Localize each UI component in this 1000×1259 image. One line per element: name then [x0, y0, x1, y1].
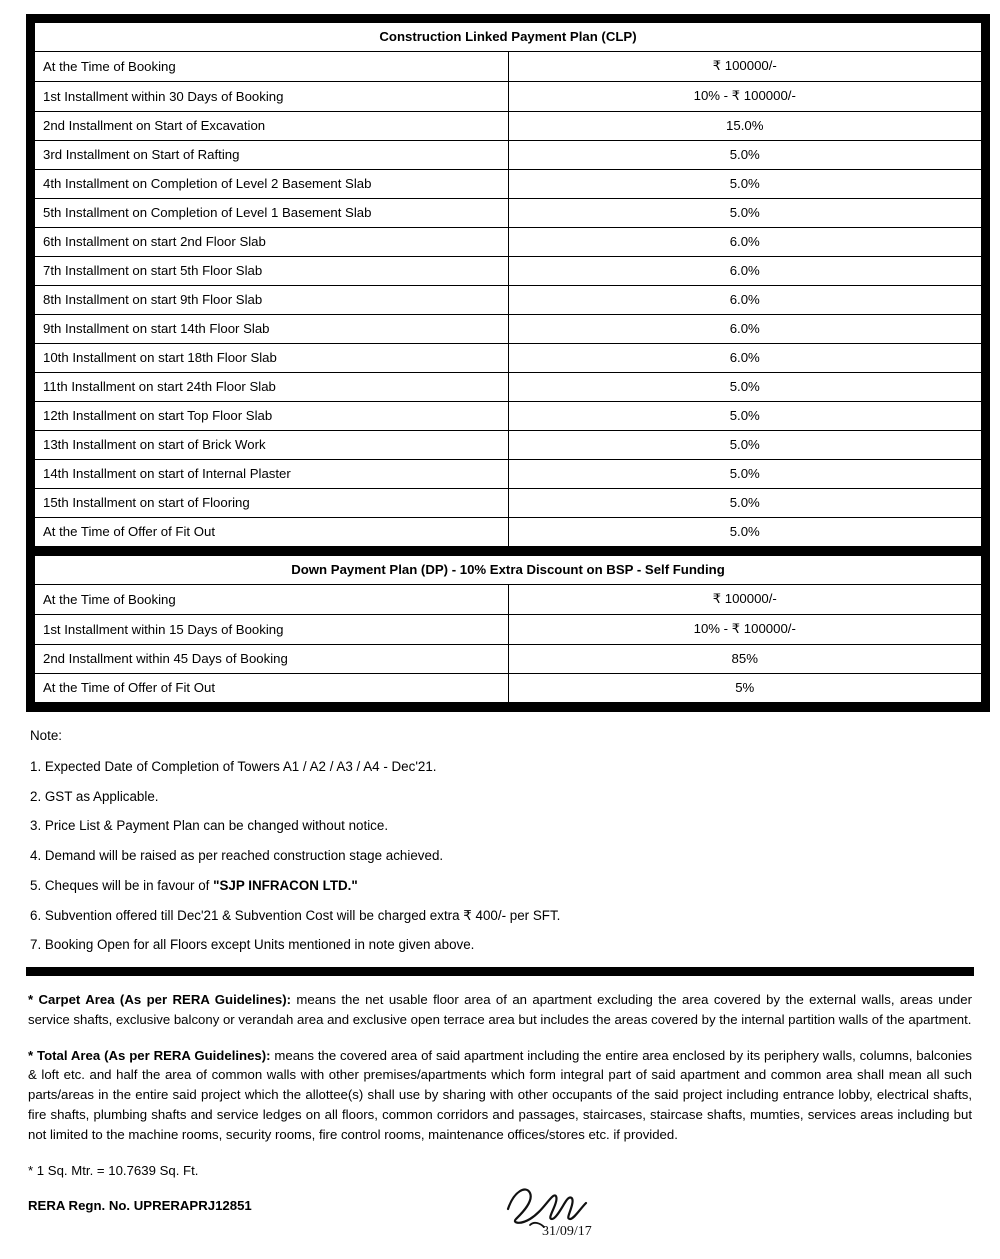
row-label: 9th Installment on start 14th Floor Slab [35, 315, 509, 344]
row-value: ₹ 100000/- [508, 585, 982, 615]
row-label: 3rd Installment on Start of Rafting [35, 141, 509, 170]
total-area-label: * Total Area (As per RERA Guidelines): [28, 1047, 271, 1063]
row-label: 15th Installment on start of Flooring [35, 489, 509, 518]
table-bottom-bar [26, 703, 990, 712]
row-value: 6.0% [508, 228, 982, 257]
table-row [35, 82, 982, 112]
row-value: 6.0% [508, 315, 982, 344]
notes-heading: Note: [30, 728, 63, 743]
note-item: 4. Demand will be raised as per reached construction stage achieved. [30, 848, 444, 863]
row-value: 5.0% [508, 170, 982, 199]
table-row [35, 257, 982, 286]
table-row [35, 489, 982, 518]
row-label: 4th Installment on Completion of Level 2 Basement Slab [35, 170, 509, 199]
row-value: 5.0% [508, 431, 982, 460]
notes-divider-bar [26, 967, 974, 976]
note-prefix: 5. Cheques will be in favour of [30, 877, 214, 893]
row-value: 6.0% [508, 286, 982, 315]
row-label: 1st Installment within 30 Days of Booking [35, 82, 509, 112]
table-row [35, 112, 982, 141]
row-label: 2nd Installment on Start of Excavation [35, 112, 509, 141]
table-row [35, 460, 982, 489]
table-row [35, 373, 982, 402]
unit-conversion-note: * 1 Sq. Mtr. = 10.7639 Sq. Ft. [28, 1162, 199, 1178]
table-row [35, 615, 982, 645]
row-label: At the Time of Booking [35, 52, 509, 82]
table-row [35, 645, 982, 674]
table-row [35, 518, 982, 547]
notes-section [26, 712, 974, 954]
note-item: 7. Booking Open for all Floors except Units mentioned in note given above. [30, 937, 475, 953]
row-value: 5.0% [508, 141, 982, 170]
row-value: 5.0% [508, 518, 982, 547]
carpet-area-label: * Carpet Area (As per RERA Guidelines): [28, 992, 291, 1007]
clp-table [34, 22, 982, 547]
row-label: 5th Installment on Completion of Level 1 Basement Slab [35, 199, 509, 228]
row-value: 5.0% [508, 460, 982, 489]
note-item: 1. Expected Date of Completion of Towers A1 / A2 / A3 / A4 - Dec'21. [30, 758, 437, 774]
row-value: 5.0% [508, 402, 982, 431]
plans-separator-bar [34, 547, 982, 555]
row-value: 5% [508, 674, 982, 703]
table-row [35, 402, 982, 431]
row-value: 85% [508, 645, 982, 674]
row-value: ₹ 100000/- [508, 52, 982, 82]
table-row [35, 52, 982, 82]
row-value: 5.0% [508, 489, 982, 518]
table-row [35, 141, 982, 170]
table-row [35, 286, 982, 315]
signature-date: 31/09/17 [542, 1224, 592, 1239]
note-item: 6. Subvention offered till Dec'21 & Subvention Cost will be charged extra ₹ 400/- per SFT. [30, 907, 561, 923]
total-area-definition [28, 1046, 972, 1145]
table-row [35, 315, 982, 344]
table-row [35, 228, 982, 257]
carpet-area-text: means the net usable floor area of an apartment excluding the area covered by the external walls, areas under service shafts, exclusive balcony or verandah area and exclusive open terrace area but includes the areas covered by the internal partition walls of the apartment. [28, 992, 972, 1027]
table-row [35, 431, 982, 460]
row-label: 7th Installment on start 5th Floor Slab [35, 257, 509, 286]
note-company-name: "SJP INFRACON LTD." [213, 877, 358, 893]
table-row [35, 344, 982, 373]
row-label: 12th Installment on start Top Floor Slab [35, 402, 509, 431]
row-value: 5.0% [508, 199, 982, 228]
row-label: At the Time of Offer of Fit Out [35, 674, 509, 703]
carpet-area-definition [28, 990, 972, 1030]
row-label: 10th Installment on start 18th Floor Slab [35, 344, 509, 373]
row-value: 5.0% [508, 373, 982, 402]
note-item: 3. Price List & Payment Plan can be changed without notice. [30, 818, 389, 834]
row-label: At the Time of Booking [35, 585, 509, 615]
row-label: 11th Installment on start 24th Floor Slab [35, 373, 509, 402]
row-label: 14th Installment on start of Internal Plaster [35, 460, 509, 489]
dp-table [34, 555, 982, 703]
dp-title-row [35, 556, 982, 585]
row-value: 6.0% [508, 344, 982, 373]
table-row [35, 199, 982, 228]
row-value: 10% - ₹ 100000/- [508, 615, 982, 645]
payment-plans-block [26, 14, 990, 712]
table-row [35, 585, 982, 615]
table-row [35, 674, 982, 703]
signature-icon [500, 1175, 620, 1245]
row-value: 6.0% [508, 257, 982, 286]
row-value: 15.0% [508, 112, 982, 141]
total-area-text: means the covered area of said apartment including the entire area enclosed by its periphery walls, columns, balconies & loft etc. and half the area of common walls with other premises/apartments which form integral part of said apartment and common area shall mean all such parts/areas in the entire said project which the allottee(s) shall use by sharing with other occupants of the said project including entrance lobby, electrical shafts, fire shafts, plumbing shafts and service ledges on all floors, common corridors and passages, staircases, staircase shafts, mumties, services areas including but not limited to the machine rooms, security rooms, fire control rooms, maintenance offices/stores etc. if provided. [28, 1047, 972, 1142]
row-label: 2nd Installment within 45 Days of Booking [35, 645, 509, 674]
row-label: 1st Installment within 15 Days of Booking [35, 615, 509, 645]
clp-title: Construction Linked Payment Plan (CLP) [35, 23, 982, 52]
row-label: At the Time of Offer of Fit Out [35, 518, 509, 547]
row-label: 8th Installment on start 9th Floor Slab [35, 286, 509, 315]
table-row [35, 170, 982, 199]
row-label: 6th Installment on start 2nd Floor Slab [35, 228, 509, 257]
clp-title-row [35, 23, 982, 52]
rera-registration: RERA Regn. No. UPRERAPRJ12851 [28, 1198, 252, 1214]
dp-title: Down Payment Plan (DP) - 10% Extra Discount on BSP - Self Funding [35, 556, 982, 585]
note-item-cheque [30, 878, 970, 895]
row-value: 10% - ₹ 100000/- [508, 82, 982, 112]
row-label: 13th Installment on start of Brick Work [35, 431, 509, 460]
note-item: 2. GST as Applicable. [30, 788, 159, 804]
